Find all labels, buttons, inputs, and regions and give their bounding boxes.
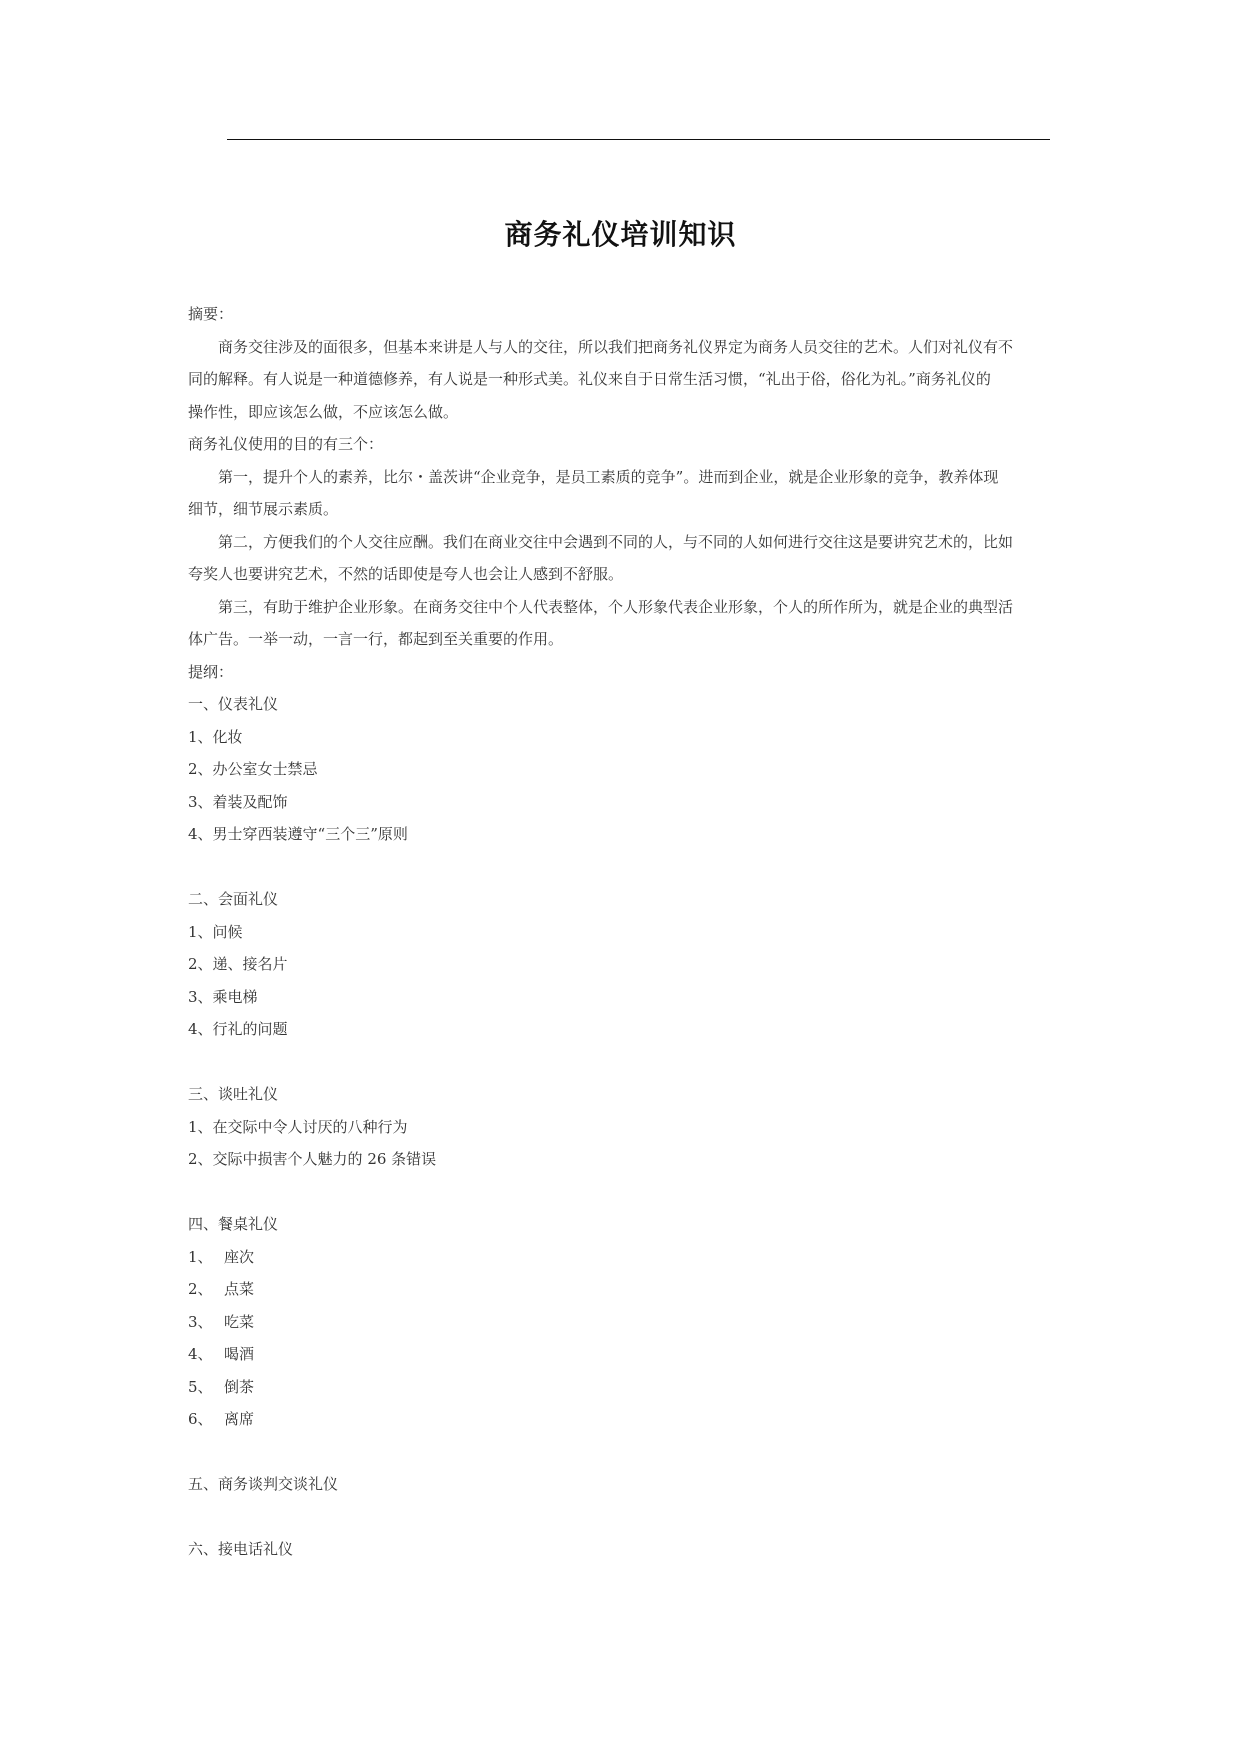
spacer xyxy=(188,1046,1043,1079)
outline-item: 4、男士穿西装遵守“三个三”原则 xyxy=(188,825,408,843)
abstract-line: 操作性，即应该怎么做，不应该怎么做。 xyxy=(188,402,459,421)
spacer xyxy=(188,1501,1043,1534)
item-text: 倒茶 xyxy=(224,1377,255,1396)
purpose-2-line: 夸奖人也要讲究艺术，不然的话即使是夸人也会让人感到不舒服。 xyxy=(188,565,624,583)
item-text: 座次 xyxy=(224,1247,255,1266)
spacer xyxy=(188,851,1043,884)
outline-item: 2、递、接名片 xyxy=(188,955,288,973)
outline-item: 1、化妆 xyxy=(188,727,243,746)
purpose-heading: 商务礼仪使用的目的有三个： xyxy=(188,435,384,453)
purpose-1-line: 细节，细节展示素质。 xyxy=(188,500,339,518)
purpose-2-line: 第二，方便我们的个人交往应酬。我们在商业交往中会遇到不同的人，与不同的人如何进行交往这是要讲究艺术的，比如 xyxy=(218,532,1014,551)
outline-item xyxy=(188,1241,1043,1274)
outline-item xyxy=(188,1338,1043,1371)
purpose-1-line: 第一，提升个人的素养，比尔・盖茨讲“企业竞争，是员工素质的竞争”。进而到企业，就是企业形象的竞争，教养体现 xyxy=(218,467,999,486)
section-heading: 六、接电话礼仪 xyxy=(188,1540,294,1558)
document-title: 商务礼仪培训知识 xyxy=(504,218,737,251)
spacer xyxy=(188,1436,1043,1469)
outline-item: 2、交际中损害个人魅力的 26 条错误 xyxy=(188,1150,437,1168)
purpose-3-line: 第三，有助于维护企业形象。在商务交往中个人代表整体，个人形象代表企业形象，个人的所作所为，就是企业的典型活 xyxy=(218,597,1014,616)
item-text: 吃菜 xyxy=(224,1312,255,1331)
outline-item xyxy=(188,1403,1043,1436)
outline-item: 4、行礼的问题 xyxy=(188,1020,288,1038)
document-body xyxy=(188,298,1043,1566)
section-heading: 五、商务谈判交谈礼仪 xyxy=(188,1475,339,1493)
item-number: 3、 xyxy=(188,1312,213,1331)
outline-item: 1、在交际中令人讨厌的八种行为 xyxy=(188,1117,408,1136)
section-heading: 一、仪表礼仪 xyxy=(188,695,279,713)
item-text: 喝酒 xyxy=(224,1345,255,1363)
item-text: 离席 xyxy=(224,1410,255,1428)
abstract-line: 商务交往涉及的面很多，但基本来讲是人与人的交往，所以我们把商务礼仪界定为商务人员交往的艺术。人们对礼仪有不 xyxy=(218,337,1014,356)
outline-item: 3、乘电梯 xyxy=(188,987,258,1006)
abstract-label: 摘要： xyxy=(188,305,234,323)
outline-item: 2、办公室女士禁忌 xyxy=(188,760,318,778)
outline-item: 1、问候 xyxy=(188,922,243,941)
outline-label: 提纲： xyxy=(188,662,234,681)
abstract-line: 同的解释。有人说是一种道德修养，有人说是一种形式美。礼仪来自于日常生活习惯，“礼出于俗，俗化为礼。”商务礼仪的 xyxy=(188,370,991,388)
item-text: 点菜 xyxy=(224,1280,255,1298)
item-number: 5、 xyxy=(188,1377,213,1396)
outline-item xyxy=(188,1371,1043,1404)
item-number: 6、 xyxy=(188,1410,213,1428)
header-rule xyxy=(227,139,1050,140)
section-heading: 四、餐桌礼仪 xyxy=(188,1215,279,1233)
purpose-3-line: 体广告。一举一动，一言一行，都起到至关重要的作用。 xyxy=(188,630,564,648)
section-heading: 二、会面礼仪 xyxy=(188,890,279,908)
item-number: 4、 xyxy=(188,1345,213,1363)
item-number: 1、 xyxy=(188,1247,213,1266)
outline-item xyxy=(188,1306,1043,1339)
item-number: 2、 xyxy=(188,1280,213,1298)
spacer xyxy=(188,1176,1043,1209)
section-heading: 三、谈吐礼仪 xyxy=(188,1085,279,1103)
outline-item: 3、着装及配饰 xyxy=(188,792,288,811)
outline-item xyxy=(188,1273,1043,1306)
